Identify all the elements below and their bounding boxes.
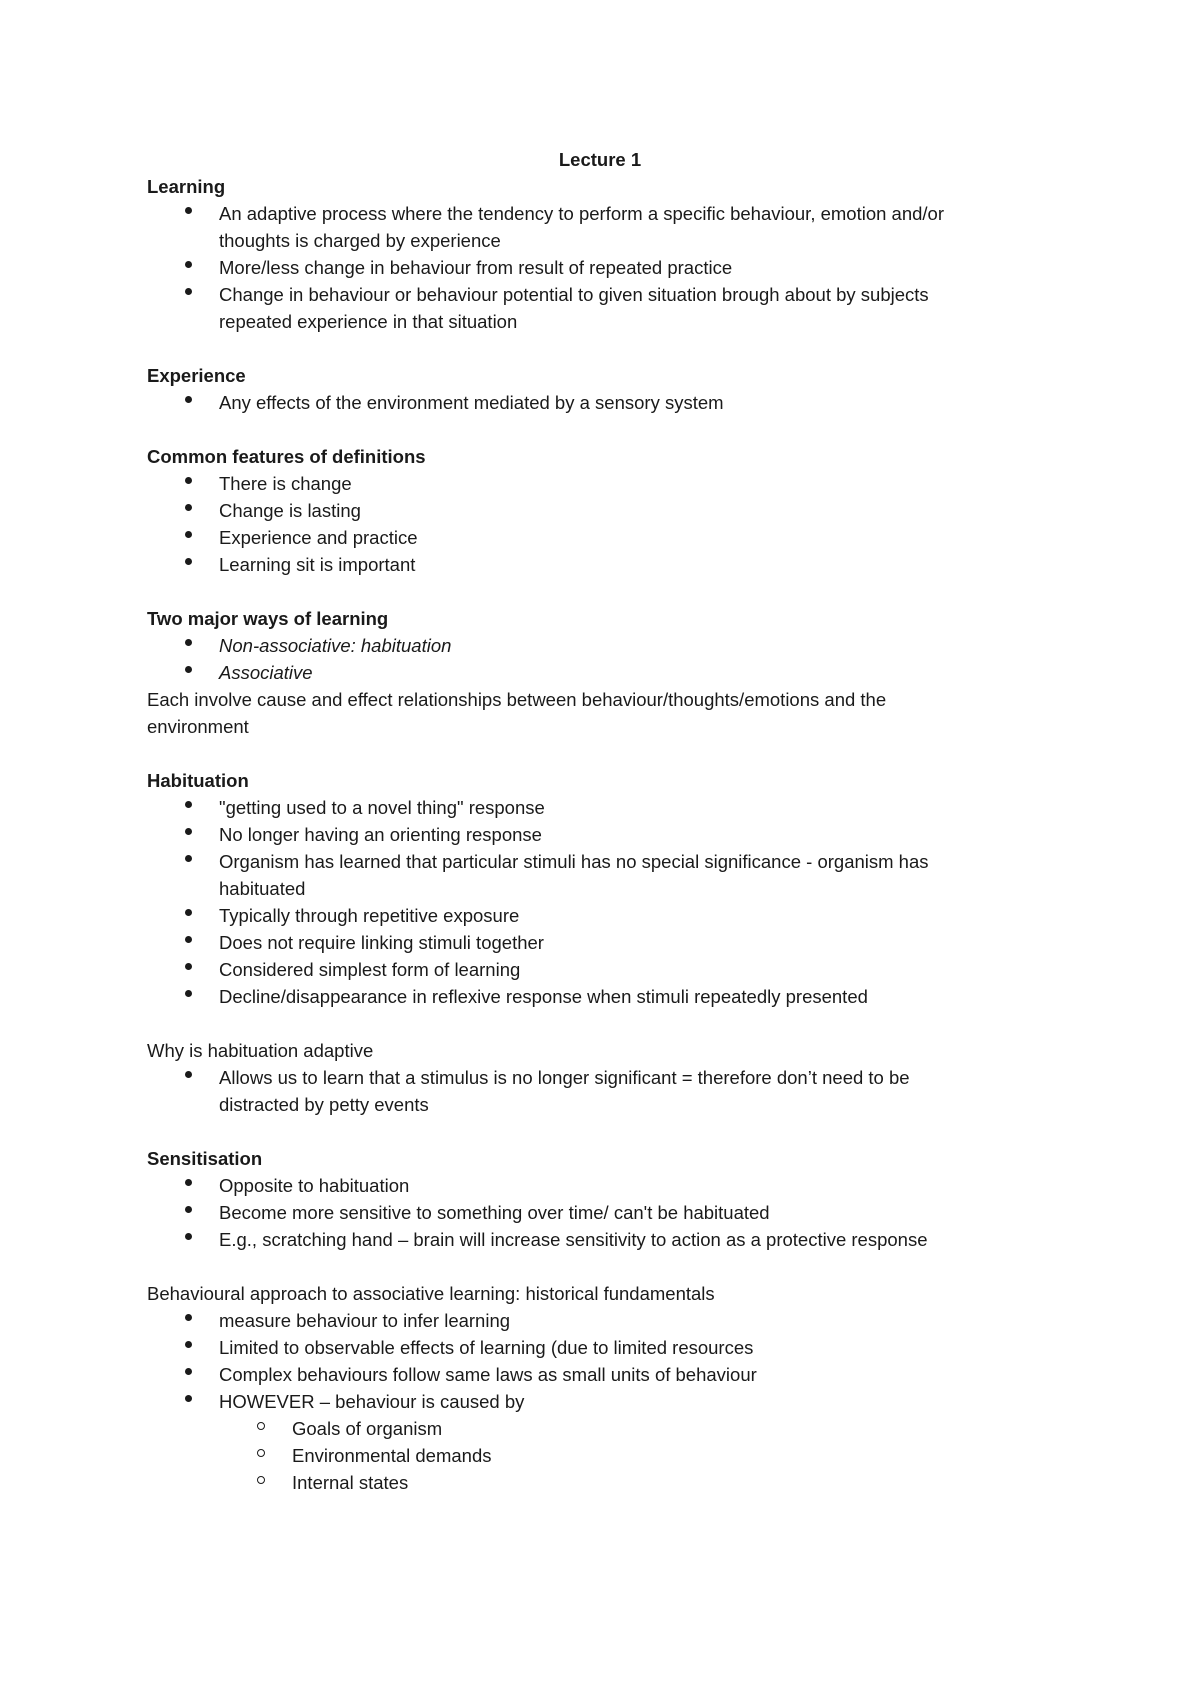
sub-bullet-icon — [257, 1449, 265, 1457]
list-item-continuation: distracted by petty events — [219, 1094, 429, 1115]
list-item: Does not require linking stimuli together — [219, 932, 544, 953]
section-heading-behavioural-approach: Behavioural approach to associative learning: historical fundamentals — [147, 1283, 715, 1304]
sub-list-item: Goals of organism — [292, 1418, 443, 1439]
list-item: HOWEVER – behaviour is caused by — [219, 1391, 525, 1412]
bullet-icon — [185, 1206, 192, 1213]
bullet-icon — [185, 477, 192, 484]
list-item: Organism has learned that particular stimuli has no special significance - organism has — [219, 851, 929, 872]
list-item: Decline/disappearance in reflexive response when stimuli repeatedly presented — [219, 986, 868, 1007]
bullet-icon — [185, 207, 192, 214]
bullet-icon — [185, 396, 192, 403]
list-item: There is change — [219, 473, 352, 494]
list-item: Allows us to learn that a stimulus is no longer significant = therefore don’t need to be — [219, 1067, 910, 1088]
bullet-icon — [185, 828, 192, 835]
list-item: Learning sit is important — [219, 554, 416, 575]
list-item: Change is lasting — [219, 500, 361, 521]
sub-list-item: Internal states — [292, 1472, 409, 1493]
list-item: Limited to observable effects of learning (due to limited resources — [219, 1337, 754, 1358]
list-item: measure behaviour to infer learning — [219, 1310, 511, 1331]
sub-bullet-icon — [257, 1422, 265, 1430]
bullet-icon — [185, 558, 192, 565]
section-heading-experience: Experience — [147, 365, 246, 386]
section-heading-sensitisation: Sensitisation — [147, 1148, 263, 1169]
section-heading-habituation: Habituation — [147, 770, 249, 791]
bullet-icon — [185, 288, 192, 295]
section-heading-two-ways: Two major ways of learning — [147, 608, 389, 629]
list-item: No longer having an orienting response — [219, 824, 542, 845]
bullet-icon — [185, 1233, 192, 1240]
list-item: Complex behaviours follow same laws as small units of behaviour — [219, 1364, 757, 1385]
bullet-icon — [185, 261, 192, 268]
page-title: Lecture 1 — [558, 149, 642, 170]
list-item: Typically through repetitive exposure — [219, 905, 520, 926]
list-item-continuation: habituated — [219, 878, 306, 899]
bullet-icon — [185, 1179, 192, 1186]
list-item: "getting used to a novel thing" response — [219, 797, 545, 818]
sub-list-item: Environmental demands — [292, 1445, 492, 1466]
list-item-continuation: repeated experience in that situation — [219, 311, 518, 332]
list-item: Experience and practice — [219, 527, 418, 548]
list-item: Considered simplest form of learning — [219, 959, 521, 980]
bullet-icon — [185, 1368, 192, 1375]
list-item-continuation: thoughts is charged by experience — [219, 230, 501, 251]
bullet-icon — [185, 801, 192, 808]
bullet-icon — [185, 909, 192, 916]
bullet-icon — [185, 666, 192, 673]
section-heading-common-features: Common features of definitions — [147, 446, 426, 467]
list-item: E.g., scratching hand – brain will increase sensitivity to action as a protective response — [219, 1229, 928, 1250]
bullet-icon — [185, 1395, 192, 1402]
bullet-icon — [185, 855, 192, 862]
list-item: Associative — [219, 662, 313, 683]
list-item: Change in behaviour or behaviour potential to given situation brough about by subjects — [219, 284, 929, 305]
bullet-icon — [185, 990, 192, 997]
section-heading-learning: Learning — [147, 176, 226, 197]
list-item: Become more sensitive to something over time/ can't be habituated — [219, 1202, 770, 1223]
list-item: An adaptive process where the tendency to perform a specific behaviour, emotion and/or — [219, 203, 945, 224]
bullet-icon — [185, 1341, 192, 1348]
bullet-icon — [185, 1314, 192, 1321]
bullet-icon — [185, 936, 192, 943]
paragraph-text: Each involve cause and effect relationships between behaviour/thoughts/emotions and the — [147, 689, 887, 710]
bullet-icon — [185, 504, 192, 511]
section-heading-why-adaptive: Why is habituation adaptive — [147, 1040, 374, 1061]
bullet-icon — [185, 531, 192, 538]
bullet-icon — [185, 963, 192, 970]
list-item: Non-associative: habituation — [219, 635, 452, 656]
list-item: Opposite to habituation — [219, 1175, 410, 1196]
bullet-icon — [185, 639, 192, 646]
list-item: More/less change in behaviour from result of repeated practice — [219, 257, 733, 278]
bullet-icon — [185, 1071, 192, 1078]
paragraph-text: environment — [147, 716, 249, 737]
list-item: Any effects of the environment mediated by a sensory system — [219, 392, 724, 413]
sub-bullet-icon — [257, 1476, 265, 1484]
